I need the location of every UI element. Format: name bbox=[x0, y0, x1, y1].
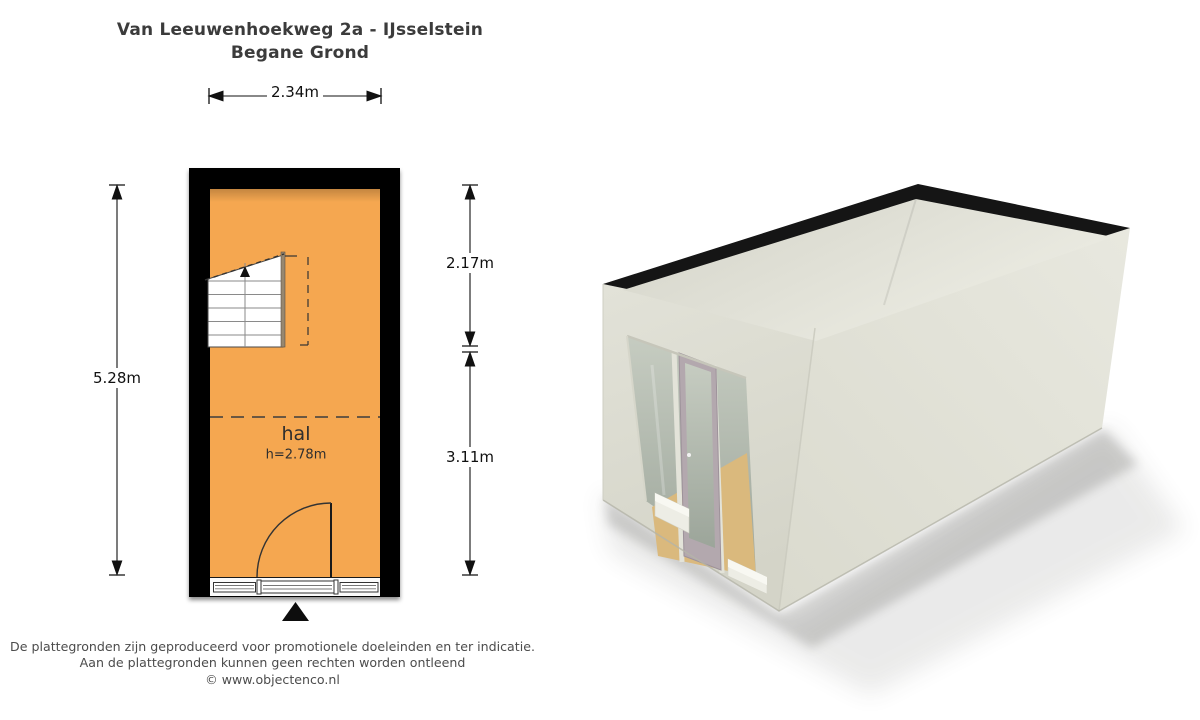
disclaimer-line-2: Aan de plattegronden kunnen geen rechten worden ontleend bbox=[79, 655, 466, 671]
page-title bbox=[0, 19, 600, 65]
mullion-cap-left bbox=[257, 580, 261, 594]
disclaimer-line-1: De plattegronden zijn geproduceerd voor promotionele doeleinden en ter indicatie. bbox=[10, 639, 535, 654]
room-name: hal bbox=[281, 423, 311, 445]
door-handle bbox=[687, 453, 691, 457]
title-floor: Begane Grond bbox=[230, 43, 370, 63]
room-ceiling-height: h=2.78m bbox=[265, 447, 327, 463]
dim-label-lower: 3.11m bbox=[442, 447, 498, 467]
disclaimer bbox=[0, 639, 545, 688]
dim-label-total: 5.28m bbox=[89, 368, 145, 388]
plan-floor bbox=[210, 189, 380, 577]
mullion-cap-right bbox=[334, 580, 338, 594]
disclaimer-copyright: © www.objectenco.nl bbox=[205, 671, 340, 687]
title-address: Van Leeuwenhoekweg 2a - IJsselstein bbox=[116, 20, 484, 40]
plan-3d-view bbox=[600, 184, 1185, 695]
dim-label-width: 2.34m bbox=[267, 82, 323, 102]
window-strip-right bbox=[340, 583, 378, 593]
stairs-stringer bbox=[281, 252, 285, 347]
dim-label-upper: 2.17m bbox=[442, 253, 498, 273]
floorplan-2d bbox=[189, 168, 400, 621]
facade-band bbox=[210, 578, 380, 597]
entrance-arrow-icon bbox=[282, 602, 309, 621]
window-strip-left bbox=[214, 583, 256, 593]
door-sill-strip bbox=[261, 581, 334, 593]
plan-floor-shade bbox=[210, 189, 380, 202]
